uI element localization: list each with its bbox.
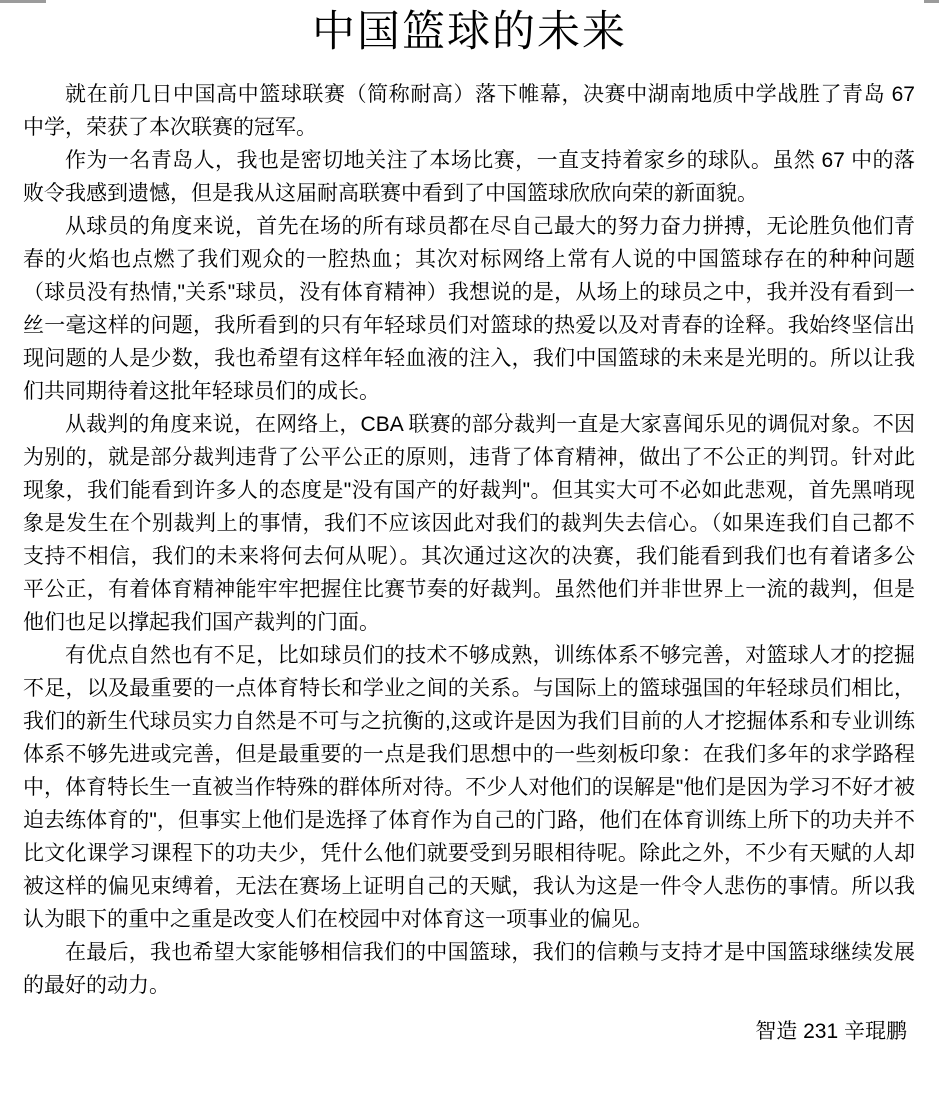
paragraph-5: 有优点自然也有不足，比如球员们的技术不够成熟，训练体系不够完善，对篮球人才的挖掘不足，以及最重要的一点体育特长和学业之间的关系。与国际上的篮球强国的年轻球员们相比，我们的新生代球员实力自然是不可与之抗衡的,这或许是因为我们目前的人才挖掘体系和专业训练体系不够先进或完善，但是最重要的一点是我们思想中的一些刻板印象：在我们多年的求学路程中，体育特长生一直被当作特殊的群体所对待。不少人对他们的误解是"他们是因为学习不好才被迫去练体育的"，但事实上他们是选择了体育作为自己的门路，他们在体育训练上所下的功夫并不比文化课学习课程下的功夫少，凭什么他们就要受到另眼相待呢。除此之外，不少有天赋的人却被这样的偏见束缚着，无法在赛场上证明自己的天赋，我认为这是一件令人悲伤的事情。所以我认为眼下的重中之重是改变人们在校园中对体育这一项事业的偏见。 [23,644,915,931]
page-edge-artifact-left [0,0,46,3]
page-edge-artifact-right [924,0,939,3]
paragraph-1: 就在前几日中国高中篮球联赛（简称耐高）落下帷幕，决赛中湖南地质中学战胜了青岛 67 中学，荣获了本次联赛的冠军。 [23,83,915,139]
document-body [0,78,939,1002]
paragraph-3: 从球员的角度来说，首先在场的所有球员都在尽自己最大的努力奋力拼搏，无论胜负他们青春的火焰也点燃了我们观众的一腔热血；其次对标网络上常有人说的中国篮球存在的种种问题（球员没有热情,"关系"球员，没有体育精神）我想说的是，从场上的球员之中，我并没有看到一丝一毫这样的问题，我所看到的只有年轻球员们对篮球的热爱以及对青春的诠释。我始终坚信出现问题的人是少数，我也希望有这样年轻血液的注入，我们中国篮球的未来是光明的。所以让我们共同期待着这批年轻球员们的成长。 [23,215,915,403]
signature: 智造 231 辛琨鹏 [755,1020,907,1043]
paragraph-4: 从裁判的角度来说，在网络上，CBA 联赛的部分裁判一直是大家喜闻乐见的调侃对象。不因为别的，就是部分裁判违背了公平公正的原则，违背了体育精神，做出了不公正的判罚。针对此现象，我们能看到许多人的态度是"没有国产的好裁判"。但其实大可不必如此悲观，首先黑哨现象是发生在个别裁判上的事情，我们不应该因此对我们的裁判失去信心。（如果连我们自己都不支持不相信，我们的未来将何去何从呢）。其次通过这次的决赛，我们能看到我们也有着诸多公平公正，有着体育精神能牢牢把握住比赛节奏的好裁判。虽然他们并非世界上一流的裁判，但是他们也足以撑起我们国产裁判的门面。 [23,413,915,634]
document-title: 中国篮球的未来 [312,8,627,56]
paragraph-2: 作为一名青岛人，我也是密切地关注了本场比赛，一直支持着家乡的球队。虽然 67 中的落败令我感到遗憾，但是我从这届耐高联赛中看到了中国篮球欣欣向荣的新面貌。 [23,149,915,205]
paragraph-6: 在最后，我也希望大家能够相信我们的中国篮球，我们的信赖与支持才是中国篮球继续发展的最好的动力。 [23,941,915,997]
